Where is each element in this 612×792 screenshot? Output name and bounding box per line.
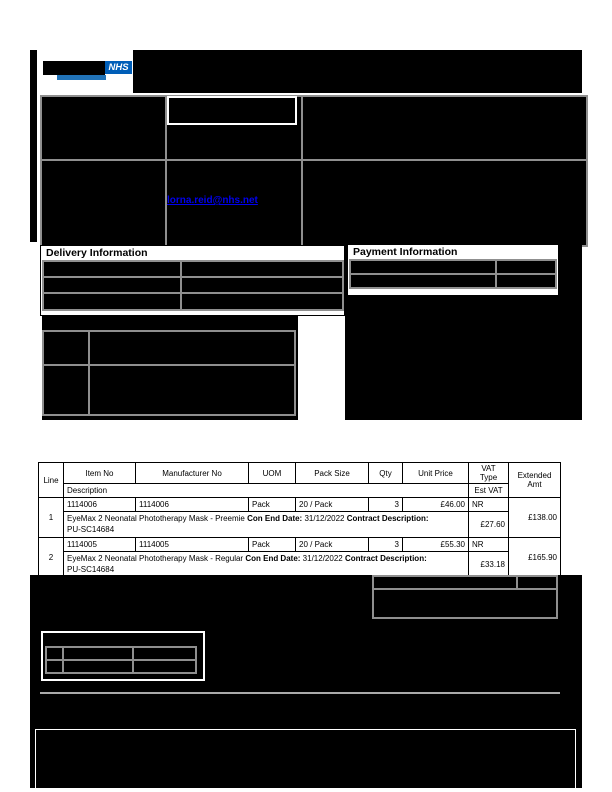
- redacted-cell: [181, 277, 343, 293]
- delivery-information-section: [40, 245, 345, 316]
- est-vat: £27.60: [469, 512, 509, 538]
- redacted-cell: [133, 660, 196, 673]
- est-vat: £33.18: [469, 552, 509, 578]
- manufacturer-no: 1114005: [136, 538, 249, 552]
- redacted-cell: [43, 277, 181, 293]
- redacted-cell: [350, 274, 496, 288]
- table-row: [39, 538, 561, 552]
- col-header-manufacturer-no: Manufacturer No: [136, 463, 249, 484]
- col-header-est-vat: Est VAT: [469, 484, 509, 498]
- redacted-cell: [181, 261, 343, 277]
- redacted-cell: [46, 647, 63, 660]
- redacted-cell: [41, 96, 166, 160]
- redacted-cell: [43, 365, 89, 415]
- qty: 3: [369, 498, 403, 512]
- nhs-logo-panel: [37, 50, 133, 93]
- pack-size: 20 / Pack: [296, 498, 369, 512]
- contract-description: PU-SC14684: [67, 524, 115, 534]
- con-end-date-label: Con End Date:: [247, 514, 303, 524]
- unit-price: £55.30: [403, 538, 469, 552]
- description-text: EyeMax 2 Neonatal Phototherapy Mask - Preemie: [67, 514, 245, 524]
- table-row: [39, 498, 561, 512]
- redacted-cell: [46, 660, 63, 673]
- redacted-authorisation-box: [41, 631, 205, 681]
- buyer-email-link[interactable]: lorna.reid@nhs.net: [167, 195, 258, 206]
- table-row-description: [39, 512, 561, 538]
- order-number-box-redacted: [167, 96, 297, 125]
- redacted-left-bar: [30, 50, 37, 242]
- redacted-cell: [181, 293, 343, 310]
- nhs-logo: NHS: [105, 61, 132, 74]
- description-text: EyeMax 2 Neonatal Phototherapy Mask - Regular: [67, 554, 244, 564]
- line-items-table: [38, 462, 561, 578]
- extended-amt: £138.00: [509, 498, 561, 538]
- col-header-vat-type: VAT Type: [469, 463, 509, 484]
- delivery-information-table: [42, 260, 344, 311]
- payment-information-section: [347, 244, 559, 296]
- vat-type: NR: [469, 498, 509, 512]
- delivery-information-title: Delivery Information: [46, 247, 148, 259]
- redacted-cell: [43, 293, 181, 310]
- line-number: 2: [39, 538, 64, 578]
- redacted-header-band: [133, 50, 582, 93]
- contract-description-label: Contract Description:: [344, 554, 427, 564]
- payment-information-table: [349, 259, 557, 289]
- item-description: [64, 512, 469, 538]
- contract-description-label: Contract Description:: [346, 514, 429, 524]
- item-description: [64, 552, 469, 578]
- col-header-item-no: Item No: [64, 463, 136, 484]
- redacted-cell: [302, 96, 587, 160]
- redacted-cell: [517, 576, 557, 589]
- table-row-description: [39, 552, 561, 578]
- redacted-cell: [89, 365, 295, 415]
- redacted-cell: [373, 589, 557, 618]
- payment-information-title: Payment Information: [353, 246, 458, 258]
- col-header-unit-price: Unit Price: [403, 463, 469, 484]
- col-header-line: Line: [39, 463, 64, 498]
- redacted-totals-table: [372, 575, 558, 619]
- redacted-cell: [496, 274, 556, 288]
- extended-amt: £165.90: [509, 538, 561, 578]
- vat-type: NR: [469, 538, 509, 552]
- redacted-cell: [63, 647, 133, 660]
- redacted-cell: [496, 260, 556, 274]
- con-end-date-label: Con End Date:: [245, 554, 301, 564]
- redacted-cell: [89, 331, 295, 365]
- redacted-cell: [302, 160, 587, 246]
- uom: Pack: [249, 498, 296, 512]
- col-header-qty: Qty: [369, 463, 403, 484]
- con-end-date: 31/12/2022: [302, 554, 343, 564]
- redacted-cell: [373, 576, 517, 589]
- qty: 3: [369, 538, 403, 552]
- redacted-trust-name: [43, 61, 105, 75]
- item-no: 1114006: [64, 498, 136, 512]
- redacted-cell: [63, 660, 133, 673]
- manufacturer-no: 1114006: [136, 498, 249, 512]
- item-no: 1114005: [64, 538, 136, 552]
- unit-price: £46.00: [403, 498, 469, 512]
- col-header-pack-size: Pack Size: [296, 463, 369, 484]
- redacted-trust-subtitle: [57, 75, 106, 80]
- redacted-terms-box: [35, 729, 576, 788]
- col-header-uom: UOM: [249, 463, 296, 484]
- redacted-authorisation-table: [45, 646, 197, 674]
- uom: Pack: [249, 538, 296, 552]
- redacted-cell: [350, 260, 496, 274]
- order-header-table: [40, 95, 588, 247]
- redacted-cell: [41, 160, 166, 246]
- contract-description: PU-SC14684: [67, 564, 115, 574]
- con-end-date: 31/12/2022: [304, 514, 345, 524]
- footer-divider-line: [40, 692, 560, 694]
- col-header-extended-amt: Extended Amt: [509, 463, 561, 498]
- redacted-cell: [43, 261, 181, 277]
- col-header-description: Description: [64, 484, 469, 498]
- redacted-supplier-table: [42, 330, 296, 416]
- redacted-cell: [133, 647, 196, 660]
- line-number: 1: [39, 498, 64, 538]
- pack-size: 20 / Pack: [296, 538, 369, 552]
- redacted-cell: [43, 331, 89, 365]
